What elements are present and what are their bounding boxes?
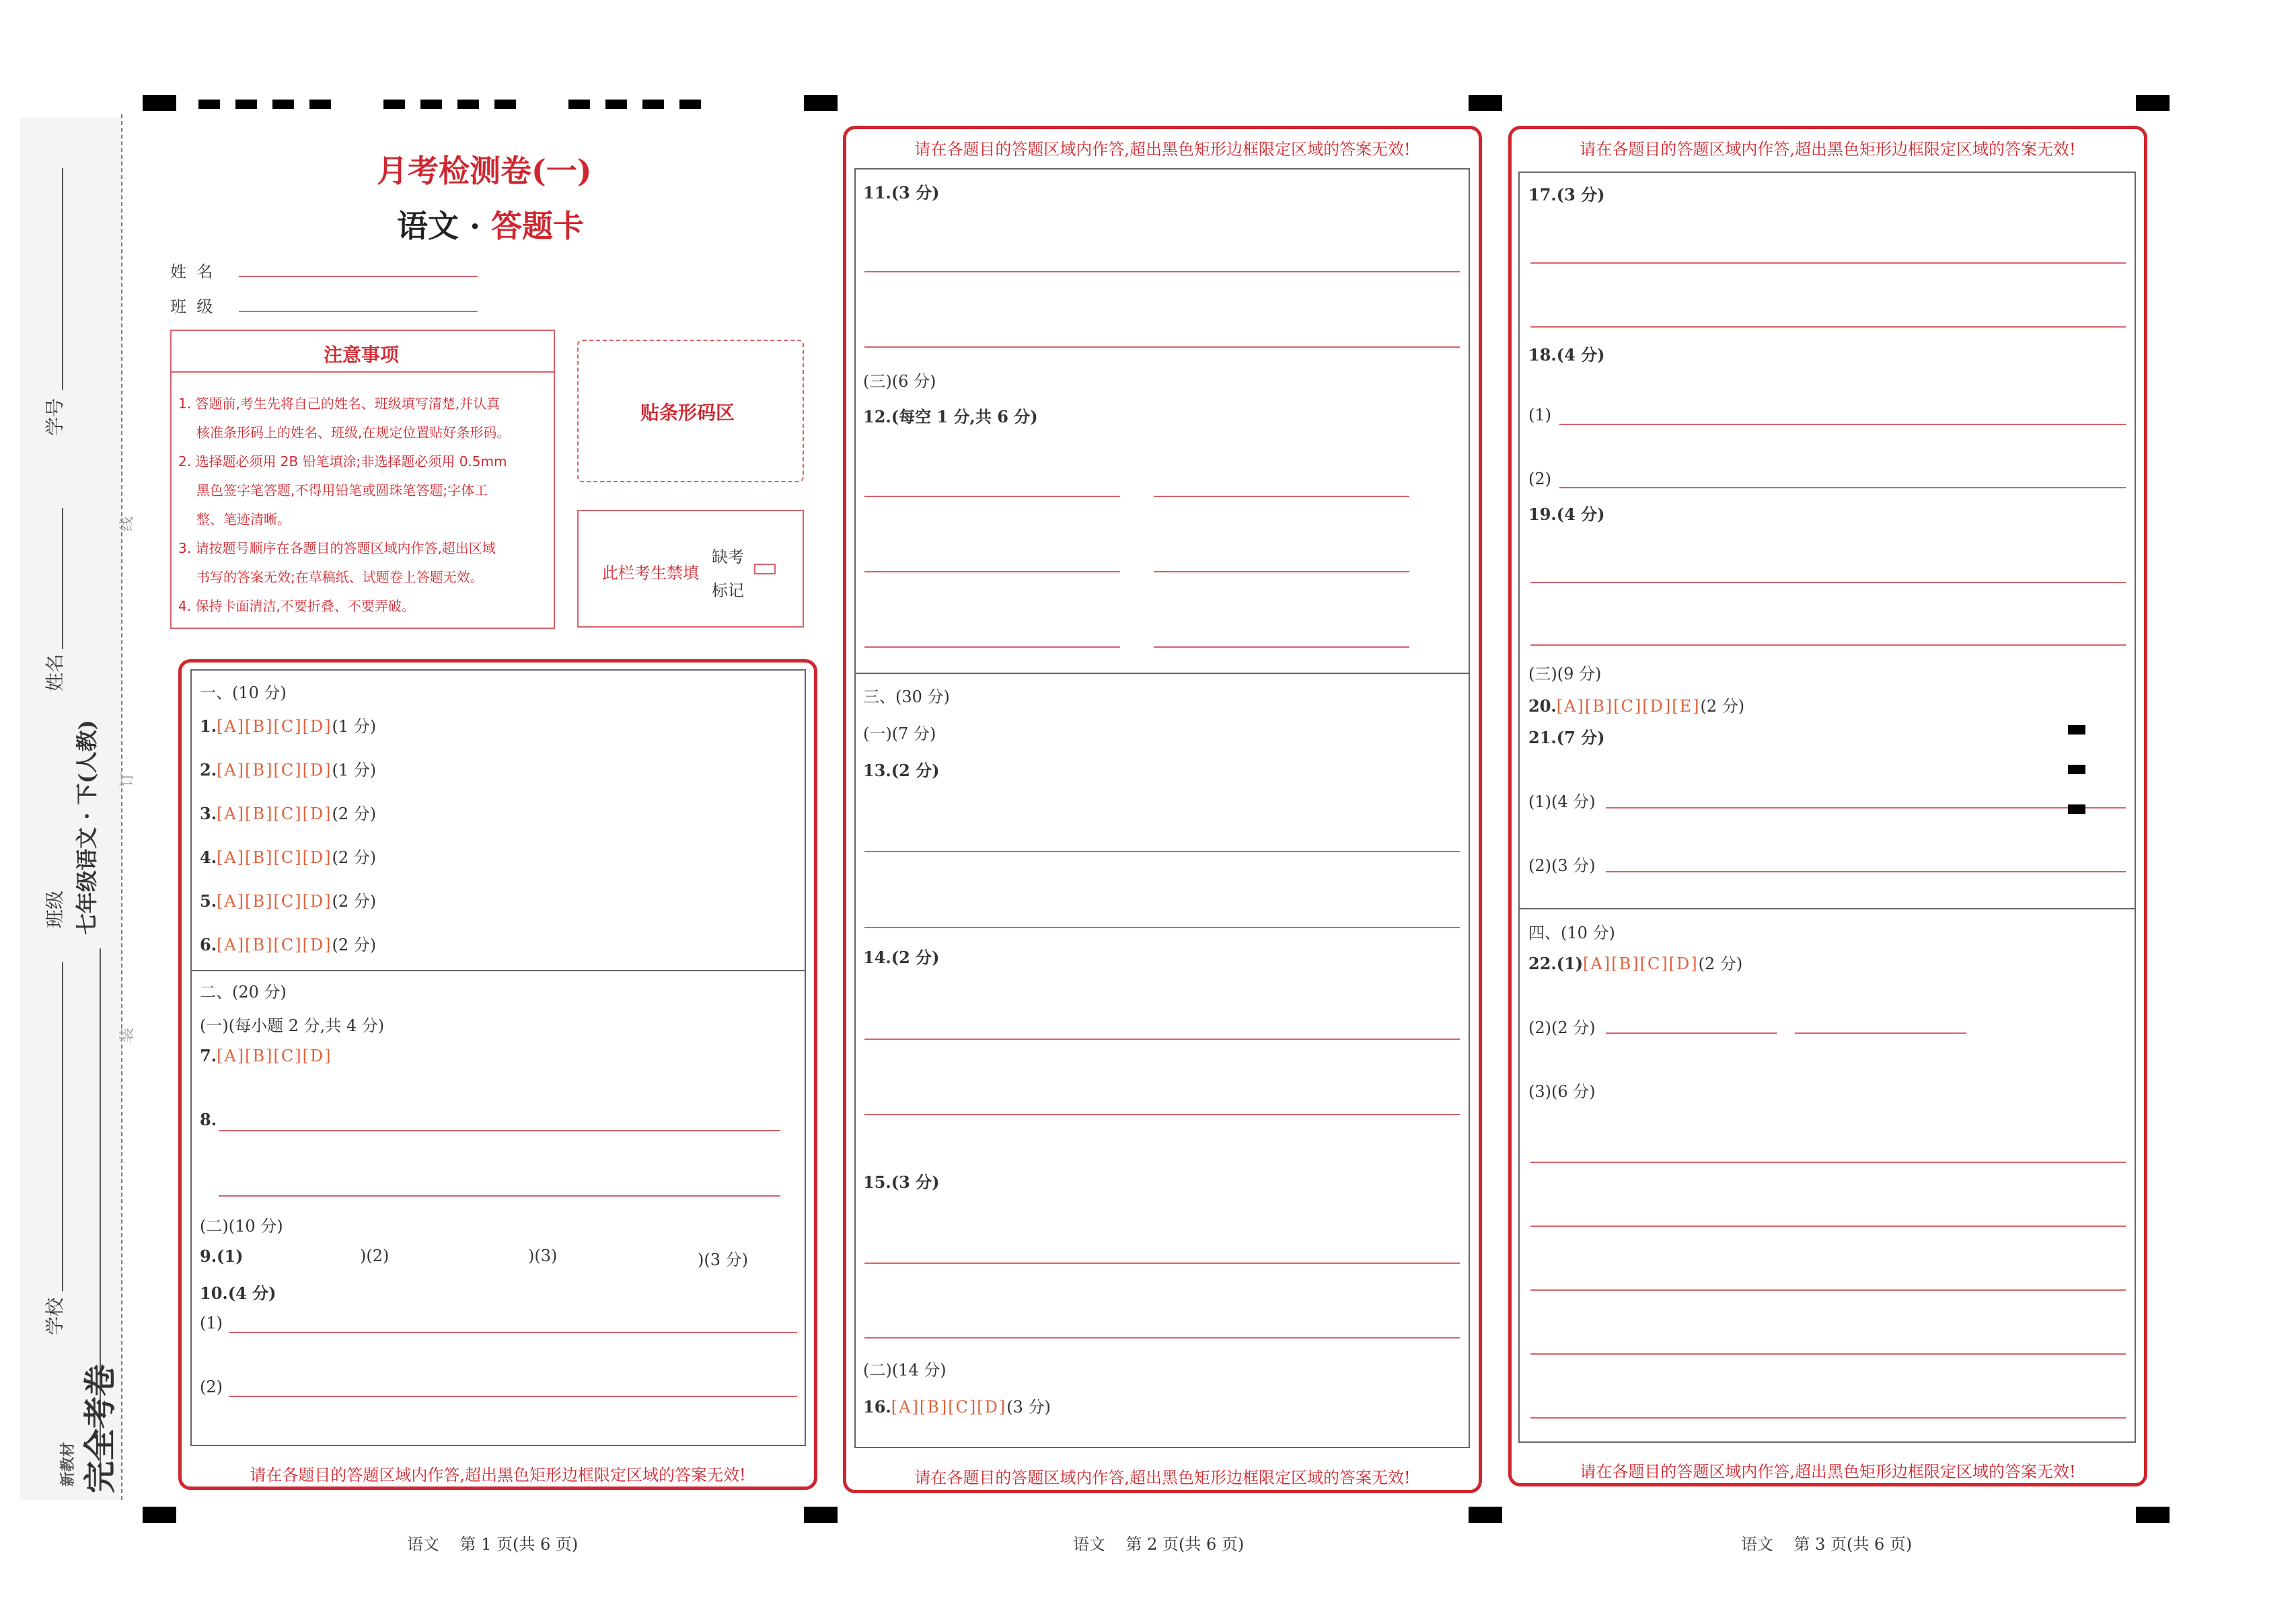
question-row — [200, 800, 376, 824]
timing-mark — [2068, 725, 2085, 735]
notice-item: 核准条形码上的姓名、班级,在规定位置贴好条形码。 — [196, 424, 511, 441]
q-number: 13.(2 分) — [863, 761, 940, 780]
answer-line[interactable] — [219, 1130, 780, 1131]
card-subtitle — [397, 202, 584, 246]
reg-mark — [309, 100, 331, 109]
section-divider — [1518, 908, 2136, 909]
name-field[interactable] — [239, 276, 478, 277]
q-score: (2 分) — [332, 936, 377, 954]
q-score: (3 分) — [1006, 1398, 1051, 1417]
q-number: 18.(4 分) — [1528, 345, 1605, 365]
reg-mark — [457, 100, 479, 109]
brand-logo — [54, 1359, 119, 1493]
answer-line[interactable] — [1530, 1417, 2126, 1419]
answer-line[interactable] — [1606, 871, 2126, 872]
binding-char: 线 — [119, 516, 136, 531]
sidebar-student-id-label: 学号 — [44, 398, 66, 436]
fill-line-school — [62, 1123, 63, 1291]
sidebar-class-label: 班级 — [44, 890, 66, 928]
answer-line[interactable] — [219, 1195, 780, 1197]
reg-mark — [1469, 95, 1502, 111]
notice-item: 整、笔迹清晰。 — [196, 511, 291, 527]
section-3-label: 三、(30 分) — [863, 687, 950, 706]
answer-blank[interactable] — [1154, 646, 1409, 648]
q-score: (1 分) — [332, 761, 377, 780]
q-number: 17.(3 分) — [1528, 185, 1605, 204]
answer-line[interactable] — [229, 1396, 797, 1397]
q9-blank-2[interactable]: )(2) — [360, 1246, 390, 1265]
answer-line[interactable] — [864, 1263, 1460, 1264]
sub-question-label: (1) — [1528, 406, 1551, 424]
q-score: (2 分) — [1698, 954, 1743, 973]
class-field-label: 班 级 — [170, 297, 213, 316]
question-row — [200, 1046, 332, 1065]
sidebar-school-label: 学校 — [44, 1297, 66, 1335]
notice-item: 2. 选择题必须用 2B 铅笔填涂;非选择题必须用 0.5mm — [178, 453, 507, 469]
answer-blank[interactable] — [1795, 1032, 1966, 1034]
reg-mark — [605, 100, 627, 109]
q-number: 6. — [200, 935, 217, 954]
reg-mark — [568, 100, 590, 109]
sub-question-label: (2) — [1528, 469, 1551, 488]
section-2-label: 二、(20 分) — [200, 983, 287, 1002]
boundary-warning: 请在各题目的答题区域内作答,超出黑色矩形边框限定区域的答案无效! — [1580, 1462, 2076, 1481]
q-number: 1. — [200, 716, 217, 736]
sub-question-label: (2)(3 分) — [1528, 856, 1596, 875]
q-number: 15.(3 分) — [863, 1172, 940, 1192]
answer-line[interactable] — [1530, 1353, 2126, 1355]
boundary-warning: 请在各题目的答题区域内作答,超出黑色矩形边框限定区域的答案无效! — [1580, 140, 2076, 159]
answer-line[interactable] — [1530, 1289, 2126, 1291]
sub-question-label: (1) — [200, 1314, 223, 1332]
answer-line[interactable] — [864, 1337, 1460, 1339]
choice-options[interactable]: [A][B][C][D] — [217, 848, 332, 867]
q-number: 4. — [200, 848, 217, 867]
notice-item: 1. 答题前,考生先将自己的姓名、班级填写清楚,并认真 — [178, 396, 501, 412]
answer-area-2 — [854, 168, 1470, 1448]
choice-options[interactable]: [A][B][C][D] — [217, 804, 332, 823]
question-row — [200, 844, 376, 868]
answer-line[interactable] — [1530, 326, 2126, 328]
notice-item: 3. 请按题号顺序在各题目的答题区域内作答,超出区域 — [178, 540, 496, 556]
answer-line[interactable] — [1530, 582, 2126, 583]
question-row — [200, 713, 376, 737]
q-number: 14.(2 分) — [863, 948, 940, 967]
subject-name: 语文 · — [397, 208, 492, 244]
barcode-label: 贴条形码区 — [640, 402, 735, 424]
reg-mark — [1469, 1507, 1502, 1523]
answer-blank[interactable] — [1606, 1032, 1777, 1034]
reg-mark — [143, 1507, 176, 1523]
sub-question-label: (2) — [200, 1378, 223, 1396]
sidebar-course-label: 七年级语文 · 下(人教) — [74, 720, 100, 935]
subsection-label: (二)(14 分) — [863, 1361, 947, 1380]
answer-blank[interactable] — [864, 571, 1120, 572]
q-number: 10.(4 分) — [200, 1283, 276, 1303]
staff-only-label: 此栏考生禁填 — [602, 564, 699, 582]
q-number: 16. — [863, 1397, 891, 1417]
absent-checkbox[interactable] — [754, 564, 776, 574]
class-field[interactable] — [239, 311, 478, 312]
reg-mark — [272, 100, 294, 109]
reg-mark — [143, 95, 176, 111]
answer-line[interactable] — [1530, 1226, 2126, 1227]
q-number: 20. — [1528, 696, 1557, 716]
section-divider — [190, 970, 806, 971]
q9-score: )(3 分) — [698, 1250, 748, 1269]
absent-label: 缺考 — [712, 548, 744, 566]
notice-divider — [170, 371, 555, 373]
q-score: (2 分) — [332, 892, 377, 911]
reg-mark — [642, 100, 664, 109]
reg-mark — [235, 100, 257, 109]
choice-options[interactable]: [A][B][C][D] — [1583, 954, 1699, 973]
answer-card-label: 答题卡 — [491, 208, 585, 244]
section-1-label: 一、(10 分) — [200, 683, 287, 702]
timing-mark — [2068, 765, 2085, 774]
binding-char: 装 — [119, 1027, 136, 1043]
answer-line[interactable] — [864, 927, 1460, 928]
notice-item: 黑色签字笔答题,不得用铅笔或圆珠笔答题;字体工 — [196, 482, 488, 498]
reg-mark — [679, 100, 701, 109]
q-number: 11.(3 分) — [863, 183, 940, 202]
reg-mark — [2136, 95, 2170, 111]
answer-line[interactable] — [864, 851, 1460, 852]
answer-line[interactable] — [1530, 644, 2126, 646]
fill-line-name — [62, 508, 63, 649]
page-footer: 语文 第 1 页(共 6 页) — [407, 1535, 579, 1554]
subsection-label: (一)(7 分) — [863, 724, 936, 743]
choice-options[interactable]: [A][B][C][D][E] — [1556, 697, 1701, 716]
absent-label: 标记 — [712, 581, 744, 600]
name-field-label: 姓 名 — [170, 262, 213, 281]
boundary-warning: 请在各题目的答题区域内作答,超出黑色矩形边框限定区域的答案无效! — [250, 1466, 746, 1484]
answer-blank[interactable] — [864, 646, 1120, 648]
answer-blank[interactable] — [1154, 571, 1409, 572]
q-number: 2. — [200, 760, 217, 780]
timing-mark — [2068, 804, 2085, 814]
choice-options[interactable]: [A][B][C][D] — [891, 1398, 1007, 1417]
sub-question-label: (1)(4 分) — [1528, 792, 1596, 811]
subsection-label: (二)(10 分) — [200, 1217, 283, 1236]
question-row — [1528, 950, 1742, 974]
q-number: 22.(1) — [1528, 954, 1584, 973]
q9-blank-3[interactable]: )(3) — [528, 1246, 558, 1265]
q-number: 8. — [200, 1110, 217, 1129]
q-score: (1 分) — [332, 717, 377, 736]
section-4-label: 四、(10 分) — [1528, 924, 1615, 942]
question-row — [200, 757, 376, 780]
boundary-warning: 请在各题目的答题区域内作答,超出黑色矩形边框限定区域的答案无效! — [914, 140, 1411, 159]
subsection-label: (三)(9 分) — [1528, 665, 1602, 683]
answer-line[interactable] — [1606, 807, 2126, 808]
page-footer: 语文 第 3 页(共 6 页) — [1741, 1535, 1913, 1554]
reg-mark — [494, 100, 516, 109]
sub-question-label: (3)(6 分) — [1528, 1082, 1596, 1101]
boundary-warning: 请在各题目的答题区域内作答,超出黑色矩形边框限定区域的答案无效! — [914, 1468, 1411, 1487]
binding-line — [121, 114, 122, 1500]
choice-options[interactable]: [A][B][C][D] — [217, 717, 332, 736]
q-number: 19.(4 分) — [1528, 504, 1605, 524]
question-row — [200, 932, 376, 955]
choice-options[interactable]: [A][B][C][D] — [217, 936, 332, 954]
reg-mark — [420, 100, 442, 109]
brand-big-text: 完全考卷 — [81, 1363, 119, 1493]
question-row — [1528, 693, 1744, 716]
question-row — [863, 1394, 1051, 1417]
subsection-label: (三)(6 分) — [863, 372, 936, 391]
q-number: 7. — [200, 1046, 217, 1065]
q-number: 12.(每空 1 分,共 6 分) — [863, 407, 1038, 426]
reg-mark — [383, 100, 405, 109]
q-score: (2 分) — [332, 804, 377, 823]
notice-item: 4. 保持卡面清洁,不要折叠、不要弄破。 — [178, 598, 415, 614]
answer-line[interactable] — [1530, 262, 2126, 264]
section-divider — [854, 673, 1470, 674]
answer-blank[interactable] — [864, 496, 1120, 497]
answer-line[interactable] — [1559, 487, 2126, 488]
sidebar-name-label: 姓名 — [44, 653, 66, 691]
choice-options[interactable]: [A][B][C][D] — [217, 761, 332, 780]
q-score: (2 分) — [332, 848, 377, 867]
answer-line[interactable] — [1530, 1162, 2126, 1163]
question-row — [200, 888, 376, 911]
page-footer: 语文 第 2 页(共 6 页) — [1073, 1535, 1245, 1554]
choice-options[interactable]: [A][B][C][D] — [217, 892, 332, 911]
reg-mark — [198, 100, 220, 109]
answer-line[interactable] — [864, 346, 1460, 348]
subsection-label: (一)(每小题 2 分,共 4 分) — [200, 1016, 385, 1035]
q-number: 21.(7 分) — [1528, 728, 1605, 747]
q-number: 3. — [200, 804, 217, 823]
reg-mark — [2136, 1507, 2170, 1523]
reg-mark — [804, 95, 838, 111]
sub-question-label: (2)(2 分) — [1528, 1018, 1596, 1037]
q-score: (2 分) — [1700, 697, 1745, 716]
answer-line[interactable] — [229, 1332, 797, 1333]
fill-line-student-id — [62, 168, 63, 390]
brand-small-text: 新教材 — [59, 1441, 77, 1486]
answer-blank[interactable] — [1154, 496, 1409, 497]
q-number: 5. — [200, 891, 217, 911]
answer-line[interactable] — [1559, 424, 2126, 425]
choice-options[interactable]: [A][B][C][D] — [217, 1047, 332, 1065]
binding-char: 订 — [119, 771, 136, 787]
notice-title: 注意事项 — [324, 344, 400, 366]
reg-mark — [804, 1507, 838, 1523]
answer-line[interactable] — [864, 1039, 1460, 1040]
notice-item: 书写的答案无效;在草稿纸、试题卷上答题无效。 — [196, 569, 484, 585]
exam-title: 月考检测卷(一) — [377, 153, 592, 189]
answer-line[interactable] — [864, 271, 1460, 272]
q-number: 9.(1) — [200, 1246, 244, 1266]
answer-line[interactable] — [864, 1114, 1460, 1115]
